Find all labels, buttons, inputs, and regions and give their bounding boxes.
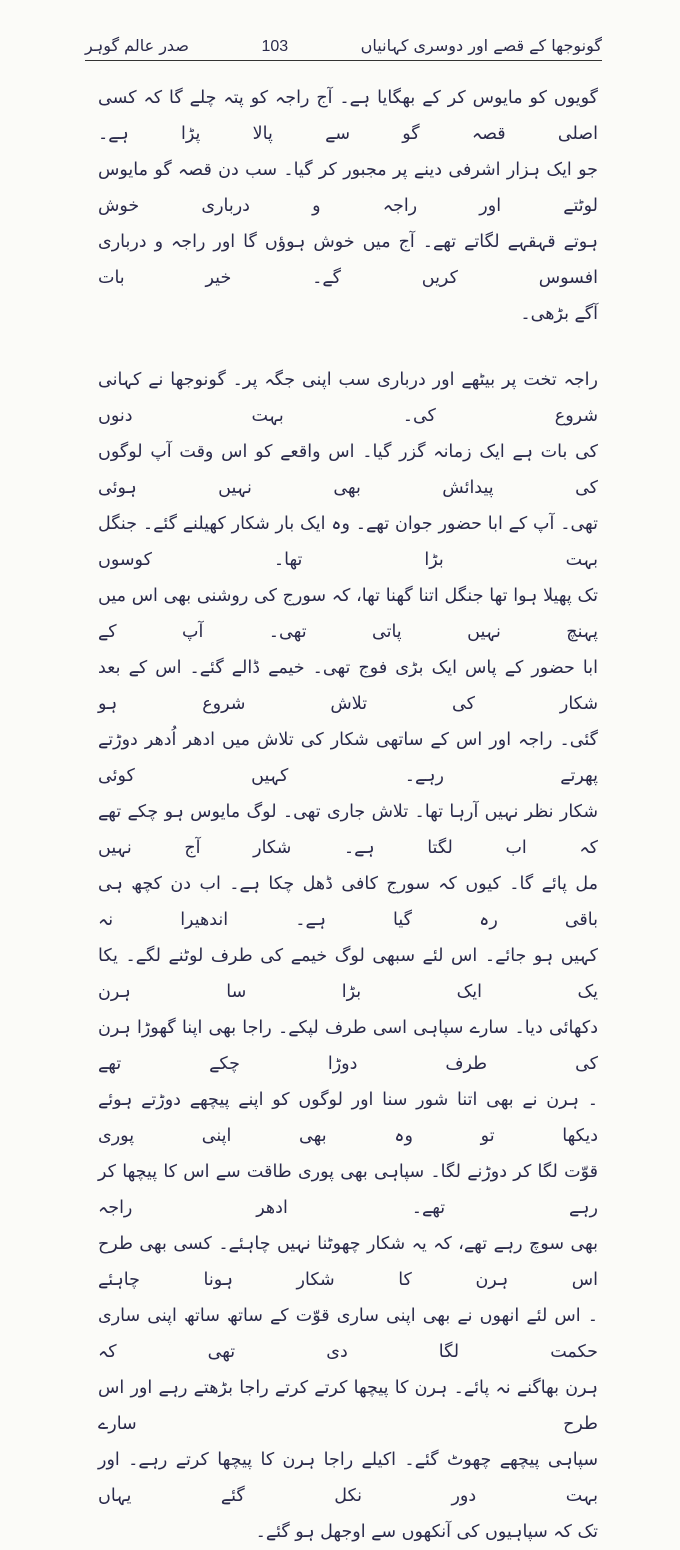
text-line: ہوتے قہقہے لگاتے تھے۔ آج میں خوش ہوؤں گا اور راجہ و درباری افسوس کریں گے۔ خیر بات bbox=[98, 232, 598, 288]
text-line: شکار نظر نہیں آرہا تھا۔ تلاش جاری تھی۔ لوگ مایوس ہو چکے تھے کہ اب لگتا ہے۔ شکار آج نہیں bbox=[98, 802, 598, 858]
text-line: گویوں کو مایوس کر کے بھگایا ہے۔ آج راجہ کو پتہ چلے گا کہ کسی اصلی قصہ گو سے پالا پڑا ہے۔ bbox=[98, 88, 598, 144]
text-line: تک کہ سپاہیوں کی آنکھوں سے اوجھل ہو گئے۔ bbox=[255, 1522, 598, 1542]
running-header bbox=[85, 36, 602, 61]
text-line: بھی سوچ رہے تھے، کہ یہ شکار چھوٹنا نہیں چاہئے۔ کسی بھی طرح اس ہرن کا شکار ہونا چاہئے bbox=[98, 1234, 598, 1290]
paragraph-1 bbox=[98, 80, 598, 332]
page-number: 103 bbox=[261, 38, 289, 55]
header-author: صدر عالم گوہر bbox=[85, 36, 189, 55]
text-line: راجہ تخت پر بیٹھے اور درباری سب اپنی جگہ پر۔ گونوجھا نے کہانی شروع کی۔ بہت دنوں bbox=[98, 370, 598, 426]
text-line: تک پھیلا ہوا تھا جنگل اتنا گھنا تھا، کہ سورج کی روشنی بھی اس میں پہنچ نہیں پاتی تھی۔ آپ کے bbox=[98, 586, 598, 642]
text-line: جو ایک ہزار اشرفی دینے پر مجبور کر گیا۔ سب دن قصہ گو مایوس لوٹتے اور راجہ و درباری خوش bbox=[98, 160, 598, 216]
text-line: دکھائی دیا۔ سارے سپاہی اسی طرف لپکے۔ راجا بھی اپنا گھوڑا ہرن کی طرف دوڑا چکے تھے bbox=[98, 1018, 598, 1074]
text-line: مل پائے گا۔ کیوں کہ سورج کافی ڈھل چکا ہے۔ اب دن کچھ ہی باقی رہ گیا ہے۔ اندھیرا نہ bbox=[98, 874, 598, 930]
text-line: تھی۔ آپ کے ابا حضور جوان تھے۔ وہ ایک بار شکار کھیلنے گئے۔ جنگل بہت بڑا تھا۔ کوسوں bbox=[98, 514, 598, 570]
paragraph-2 bbox=[98, 362, 598, 1550]
header-book-title: گونوجھا کے قصے اور دوسری کہانیاں bbox=[360, 36, 602, 55]
text-line: گئی۔ راجہ اور اس کے ساتھی شکار کی تلاش میں ادھر اُدھر دوڑتے پھرتے رہے۔ کہیں کوئی bbox=[98, 730, 598, 786]
text-line: ۔ ہرن نے بھی اتنا شور سنا اور لوگوں کو اپنے پیچھے دوڑتے ہوئے دیکھا تو وہ بھی اپنی پوری bbox=[98, 1090, 598, 1146]
text-line: ۔ اس لئے انھوں نے بھی اپنی ساری قوّت کے ساتھ ساتھ اپنی ساری حکمت لگا دی تھی کہ bbox=[98, 1306, 598, 1362]
text-line: آگے بڑھی۔ bbox=[520, 304, 598, 324]
text-line: کہیں ہو جائے۔ اس لئے سبھی لوگ خیمے کی طرف لوٹنے لگے۔ یکا یک ایک بڑا سا ہرن bbox=[98, 946, 598, 1002]
text-line: کی بات ہے ایک زمانہ گزر گیا۔ اس واقعے کو اس وقت آپ لوگوں کی پیدائش بھی نہیں ہوئی bbox=[98, 442, 598, 498]
text-line: ہرن بھاگنے نہ پائے۔ ہرن کا پیچھا کرتے کرتے راجا بڑھتے رہے اور اس طرح سارے bbox=[98, 1378, 598, 1434]
text-line: قوّت لگا کر دوڑنے لگا۔ سپاہی بھی پوری طاقت سے اس کا پیچھا کر رہے تھے۔ ادھر راجہ bbox=[98, 1162, 598, 1218]
text-line: سپاہی پیچھے چھوٹ گئے۔ اکیلے راجا ہرن کا پیچھا کرتے رہے۔ اور بہت دور نکل گئے یہاں bbox=[98, 1450, 598, 1506]
body-text bbox=[98, 80, 598, 1550]
text-line: ابا حضور کے پاس ایک بڑی فوج تھی۔ خیمے ڈالے گئے۔ اس کے بعد شکار کی تلاش شروع ہو bbox=[98, 658, 598, 714]
